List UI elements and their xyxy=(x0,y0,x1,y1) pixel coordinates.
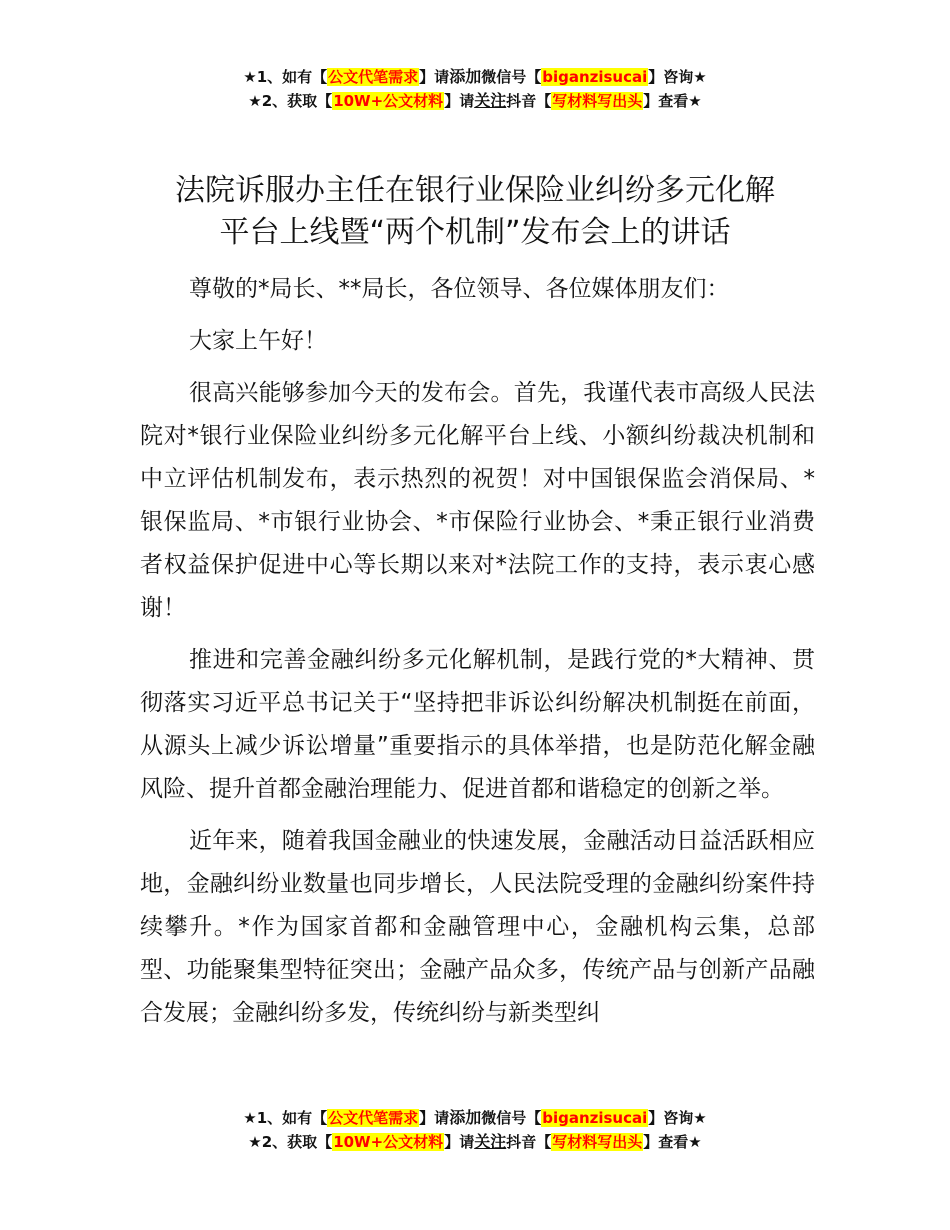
promo-highlight-wechat-id: biganzisucai xyxy=(542,1109,648,1127)
document-body xyxy=(140,268,815,1035)
promo-emphasis: 添加 xyxy=(449,67,482,86)
promo-text: 】请 xyxy=(444,1133,475,1151)
promo-line-2 xyxy=(0,1130,950,1154)
salutation: 尊敬的*局长、**局长，各位领导、各位媒体朋友们： xyxy=(189,276,730,302)
promo-text: ★1、如有【 xyxy=(243,68,328,86)
promo-highlight-materials: 10W+公文材料 xyxy=(333,92,444,110)
promo-text: 抖音【 xyxy=(506,92,552,110)
promo-highlight-wechat-id: biganzisucai xyxy=(542,68,648,86)
promo-highlight-materials: 10W+公文材料 xyxy=(333,1133,444,1151)
promo-text: 】请 xyxy=(444,92,475,110)
bottom-promo-banner xyxy=(0,1106,950,1154)
body-paragraph: 很高兴能够参加今天的发布会。首先，我谨代表市高级人民法院对*银行业保险业纠纷多元化解平台上线、小额纠纷裁决机制和中立评估机制发布，表示热烈的祝贺！对中国银保监会消保局、*银保监局、*市银行业协会、*市保险行业协会、*秉正银行业消费者权益保护促进中心等长期以来对*法院工作的支持，表示衷心感谢！ xyxy=(140,380,815,621)
promo-text: 微信号【 xyxy=(481,1109,542,1127)
promo-emphasis: 添加 xyxy=(449,1108,482,1127)
promo-emphasis: 关注 xyxy=(474,1132,507,1151)
greeting: 大家上午好！ xyxy=(189,328,327,354)
promo-text: 微信号【 xyxy=(481,68,542,86)
promo-text: 抖音【 xyxy=(506,1133,552,1151)
promo-text: ★1、如有【 xyxy=(243,1109,328,1127)
body-paragraph: 推进和完善金融纠纷多元化解机制，是践行党的*大精神、贯彻落实习近平总书记关于“坚持把非诉讼纠纷解决机制挺在前面，从源头上减少诉讼增量”重要指示的具体举措，也是防范化解金融风险、提升首都金融治理能力、促进首都和谐稳定的创新之举。 xyxy=(140,647,815,802)
promo-line-1 xyxy=(0,65,950,89)
promo-text: 】请 xyxy=(419,1109,450,1127)
body-paragraph: 近年来，随着我国金融业的快速发展，金融活动日益活跃相应地，金融纠纷业数量也同步增长，人民法院受理的金融纠纷案件持续攀升。*作为国家首都和金融管理中心，金融机构云集，总部型、功能聚集型特征突出；金融产品众多，传统产品与创新产品融合发展；金融纠纷多发，传统纠纷与新类型纠 xyxy=(140,828,815,1026)
promo-highlight-service: 公文代笔需求 xyxy=(328,1109,419,1127)
top-promo-banner xyxy=(0,65,950,113)
promo-emphasis: 关注 xyxy=(474,91,507,110)
promo-text: ★2、获取【 xyxy=(248,92,333,110)
promo-text: 】查看★ xyxy=(643,1133,702,1151)
promo-text: 】咨询★ xyxy=(648,1109,707,1127)
promo-highlight-douyin-id: 写材料写出头 xyxy=(552,92,643,110)
promo-line-2 xyxy=(0,89,950,113)
title-line-1: 法院诉服办主任在银行业保险业纠纷多元化解 xyxy=(175,173,775,208)
promo-text: 】查看★ xyxy=(643,92,702,110)
promo-highlight-douyin-id: 写材料写出头 xyxy=(552,1133,643,1151)
title-line-2: 平台上线暨“两个机制”发布会上的讲话 xyxy=(219,215,731,250)
promo-line-1 xyxy=(0,1106,950,1130)
promo-text: ★2、获取【 xyxy=(248,1133,333,1151)
document-title xyxy=(0,170,950,254)
promo-text: 】咨询★ xyxy=(648,68,707,86)
promo-highlight-service: 公文代笔需求 xyxy=(328,68,419,86)
promo-text: 】请 xyxy=(419,68,450,86)
